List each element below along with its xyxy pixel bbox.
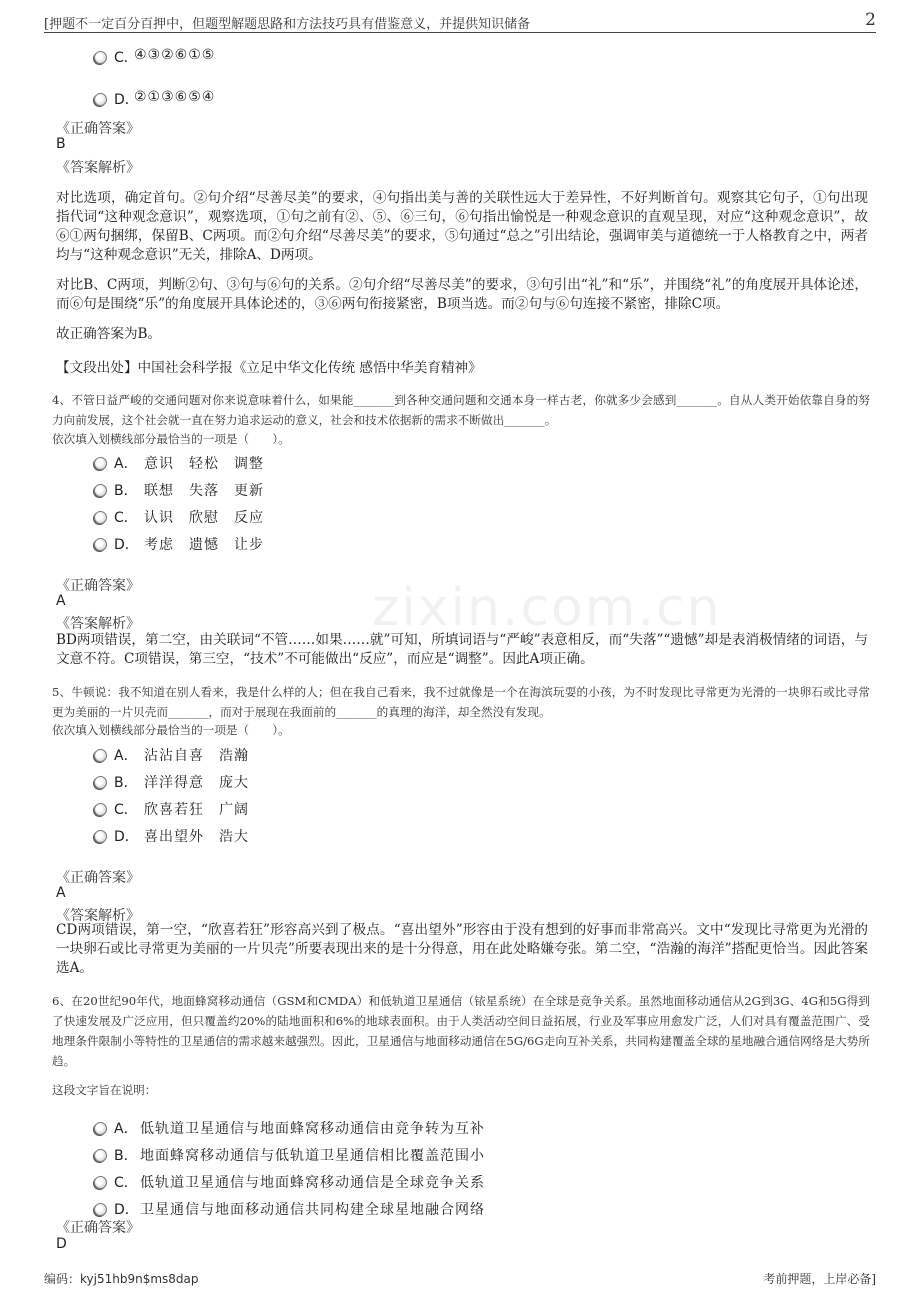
answer-label: 《正确答案》: [56, 578, 140, 594]
document-code-value: kyj51hb9n$ms8dap: [80, 1272, 199, 1286]
option-letter: C．: [114, 50, 138, 66]
option-text: 沾沾自喜 浩瀚: [144, 748, 249, 764]
analysis-paragraph: 对比选项，确定首句。②句介绍“尽善尽美”的要求，④句指出美与善的关联性远大于差异性，不好判断首句。观察其它句子，①句出现指代词“这种观念意识”，观察选项，①句之前有②、⑤、⑥三句，⑥句指出愉悦是一种观念意识的直观呈现，对应“这种观念意识”，故⑥①两句捆绑，保留B、C两项。而②句介绍“尽善尽美”的要求，⑤句通过“总之”引出结论，强调审美与道德统一于人格教育之中，两者均与“这种观念意识”无关，排除A、D两项。: [56, 190, 868, 263]
source-citation: 【文段出处】中国社会科学报《立足中华文化传统 感悟中华美育精神》: [56, 360, 482, 376]
document-code-label: 编码：: [44, 1272, 81, 1286]
page-number: 2: [865, 10, 876, 30]
radio-icon[interactable]: [94, 93, 107, 106]
radio-icon[interactable]: [94, 511, 107, 524]
option-text: 卫星通信与地面移动通信共同构建全球星地融合网络: [140, 1202, 485, 1218]
radio-icon[interactable]: [94, 457, 107, 470]
analysis-paragraph: CD两项错误，第一空，“欣喜若狂”形容高兴到了极点。“喜出望外”形容由于没有想到的好事而非常高兴。文中“发现比寻常更为光滑的一块卵石或比寻常更为美丽的一片贝壳”所要表现出来的是十分得意，用在此处略嫌夸张。第二空，“浩瀚的海洋”搭配更恰当。因此答案选A。: [56, 922, 868, 976]
watermark: zixin.com.cn: [372, 578, 722, 638]
analysis-label: 《答案解析》: [56, 160, 140, 176]
option-text: 低轨道卫星通信与地面蜂窝移动通信是全球竞争关系: [140, 1175, 485, 1191]
option-letter: D．: [114, 537, 139, 553]
question-prompt: 依次填入划横线部分最恰当的一项是（ ）。: [52, 723, 290, 737]
option-letter: C．: [114, 1175, 138, 1191]
option-letter: C．: [114, 802, 138, 818]
radio-icon[interactable]: [94, 1176, 107, 1189]
option-letter: D．: [114, 829, 139, 845]
option-text: 低轨道卫星通信与地面蜂窝移动通信由竞争转为互补: [140, 1121, 485, 1137]
analysis-paragraph: 对比B、C两项，判断②句、③句与⑥句的关系。②句介绍“尽善尽美”的要求，③句引出“礼”和“乐”，并围绕“礼”的角度展开具体论述，而⑥句是围绕“乐”的角度展开具体论述的，③⑥两句衔接紧密，B项当选。而②句与⑥句连接不紧密，排除C项。: [56, 277, 868, 312]
analysis-label: 《答案解析》: [56, 908, 140, 924]
radio-icon[interactable]: [94, 538, 107, 551]
option-letter: D．: [114, 92, 139, 108]
question-prompt: 依次填入划横线部分最恰当的一项是（ ）。: [52, 432, 290, 446]
header-text: [押题不一定百分百押中，但题型解题思路和方法技巧具有借鉴意义，并提供知识储备: [44, 17, 531, 32]
question-text: 6、在20世纪90年代，地面蜂窝移动通信（GSM和CMDA）和低轨道卫星通信（铱星系统）在全球是竞争关系。虽然地面移动通信从2G到3G、4G和5G得到了快速发展及广泛应用，但只覆盖约20%的陆地面积和6%的地球表面积。由于人类活动空间日益拓展，行业及军事应用愈发广泛，人们对具有覆盖范围广、受地理条件限制小等特性的卫星通信的需求越来越强烈。因此，卫星通信与地面移动通信在5G/6G走向互补关系，共同构建覆盖全球的星地融合通信网络是大势所趋。: [52, 994, 870, 1068]
option-letter: A．: [114, 1121, 138, 1137]
analysis-paragraph: BD两项错误，第二空，由关联词“不管……如果……就”可知，所填词语与“严峻”表意相反，而“失落”“遗憾”却是表消极情绪的词语，与文意不符。C项错误，第三空，“技术”不可能做出“反应”，而应是“调整”。因此A项正确。: [56, 632, 868, 667]
option-letter: C．: [114, 510, 138, 526]
option-letter: A．: [114, 748, 138, 764]
document-code: [44, 1270, 199, 1287]
option-letter: B．: [114, 1148, 138, 1164]
radio-icon[interactable]: [94, 830, 107, 843]
analysis-conclusion: 故正确答案为B。: [56, 326, 162, 342]
question-text: 4、不管日益严峻的交通问题对你来说意味着什么，如果能_______到各种交通问题和交通本身一样古老，你就多少会感到_______。自从人类开始依靠自身的努力向前发展，这个社会就一直在努力追求运动的意义，社会和技术依据新的需求不断做出_______。: [52, 393, 870, 427]
option-letter: B．: [114, 775, 138, 791]
answer-label: 《正确答案》: [56, 121, 140, 137]
footer-slogan: 考前押题，上岸必备]: [763, 1272, 876, 1286]
radio-icon[interactable]: [94, 803, 107, 816]
answer-label: 《正确答案》: [56, 870, 140, 886]
option-letter: B．: [114, 483, 138, 499]
answer-value: A: [56, 885, 66, 901]
question-prompt: 这段文字旨在说明：: [52, 1083, 157, 1097]
option-text: 洋洋得意 庞大: [144, 775, 249, 791]
radio-icon[interactable]: [94, 51, 107, 64]
option-text: 欣喜若狂 广阔: [144, 802, 249, 818]
radio-icon[interactable]: [94, 1149, 107, 1162]
option-text: ②①③⑥⑤④: [134, 89, 216, 105]
option-text: 喜出望外 浩大: [144, 829, 249, 845]
option-text: 地面蜂窝移动通信与低轨道卫星通信相比覆盖范围小: [140, 1148, 485, 1164]
option-letter: D．: [114, 1202, 139, 1218]
option-text: 意识 轻松 调整: [144, 456, 264, 472]
radio-icon[interactable]: [94, 484, 107, 497]
question-text: 5、牛顿说：我不知道在别人看来，我是什么样的人；但在我自己看来，我不过就像是一个在海滨玩耍的小孩，为不时发现比寻常更为光滑的一块卵石或比寻常更为美丽的一片贝壳而_______，而对于展现在我面前的_______的真理的海洋，却全然没有发现。: [52, 685, 870, 719]
answer-label: 《正确答案》: [56, 1220, 140, 1236]
option-text: 考虑 遗憾 让步: [144, 537, 264, 553]
radio-icon[interactable]: [94, 776, 107, 789]
option-letter: A．: [114, 456, 138, 472]
radio-icon[interactable]: [94, 749, 107, 762]
radio-icon[interactable]: [94, 1122, 107, 1135]
option-text: ④③②⑥①⑤: [134, 47, 216, 63]
option-text: 认识 欣慰 反应: [144, 510, 264, 526]
option-text: 联想 失落 更新: [144, 483, 264, 499]
answer-value: D: [56, 1236, 67, 1252]
page-header: [44, 10, 876, 33]
answer-value: B: [56, 136, 66, 152]
radio-icon[interactable]: [94, 1203, 107, 1216]
answer-value: A: [56, 593, 66, 609]
analysis-label: 《答案解析》: [56, 616, 140, 632]
